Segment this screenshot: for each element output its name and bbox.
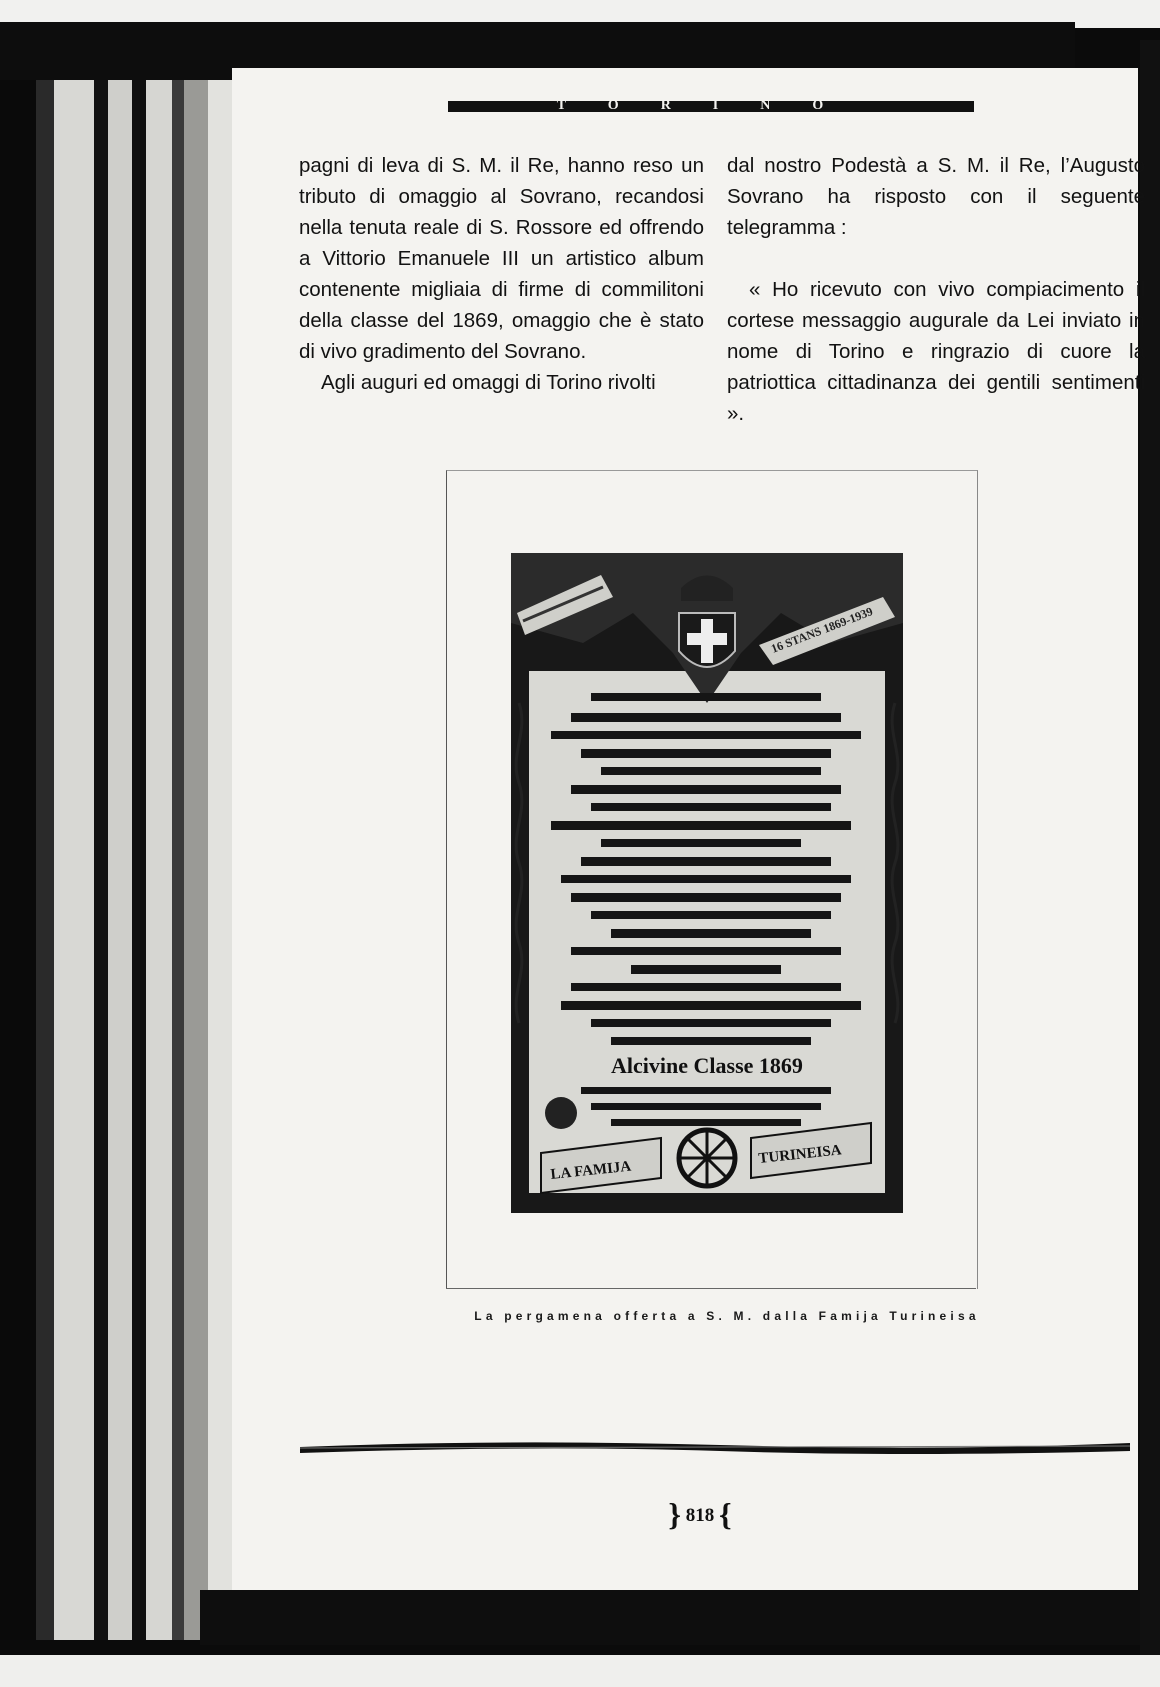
right-text-column — [727, 150, 1145, 429]
parchment-photo — [511, 553, 903, 1213]
figure-baseline — [446, 1288, 976, 1289]
page-number — [650, 1494, 750, 1534]
page-edge — [36, 80, 54, 1640]
page-edge — [54, 80, 94, 1640]
page-edge — [132, 80, 146, 1640]
bracket-left-icon: } — [668, 1496, 681, 1532]
parchment-ribbon-right-text: TURINEISA — [757, 1142, 843, 1167]
page-edge — [0, 80, 36, 1640]
parchment-title-line: Alcivine Classe 1869 — [611, 1053, 803, 1078]
left-text-column — [299, 150, 704, 398]
running-header-title: TORINO — [556, 98, 866, 113]
left-paragraph-1: pagni di leva di S. M. il Re, hanno reso un tributo di omaggio al Sovrano, recandosi nella tenuta reale di S. Rossore ed offrendo a Vittorio Emanuele III un artistico album contenente migliaia di firme di commilitoni della classe del 1869, omaggio che è stato di vivo gradimento del Sovrano. — [299, 154, 704, 363]
page-edge — [94, 80, 108, 1640]
page-edge — [208, 80, 234, 1640]
figure-caption: La pergamena offerta a S. M. dalla Famija Turineisa — [474, 1309, 980, 1323]
scan-bottom-margin — [0, 1655, 1160, 1687]
right-paragraph-1: dal nostro Podestà a S. M. il Re, l’Augusto Sovrano ha risposto con il seguente telegramma : — [727, 154, 1145, 239]
right-paragraph-2: « Ho ricevuto con vivo compiacimento il cortese messaggio augurale da Lei inviato in nome di Torino e ringrazio di cuore la patriottica cittadinanza dei gentili sentimenti ». — [727, 278, 1145, 425]
parchment-top-ribbon-text: 16 STANS 1869-1939 — [769, 604, 875, 656]
decorative-rule — [300, 1435, 1130, 1461]
bracket-right-icon: { — [719, 1496, 732, 1532]
scan-bottom-shadow — [200, 1590, 1140, 1645]
page-edge — [146, 80, 172, 1640]
bull-emblem-icon — [545, 1097, 577, 1129]
page-edge — [172, 80, 184, 1640]
left-paragraph-2: Agli auguri ed omaggi di Torino rivolti — [321, 371, 656, 394]
parchment-ribbon-left-text: LA FAMIJA — [549, 1158, 632, 1183]
page-edge — [184, 80, 208, 1640]
page-number-text: 818 — [685, 1505, 715, 1526]
page-edge — [108, 80, 132, 1640]
